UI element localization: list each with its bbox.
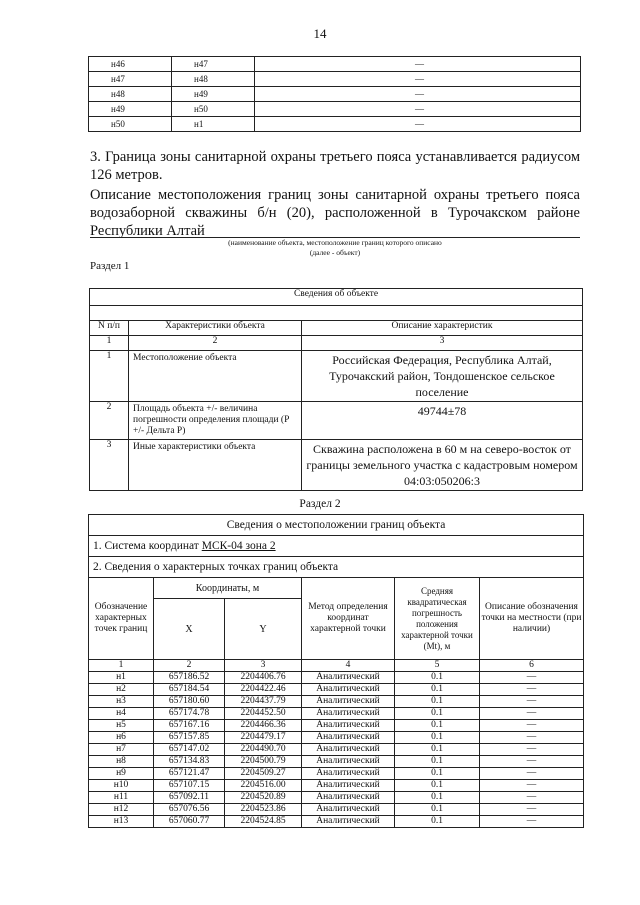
- boundary-points-table: [88, 514, 584, 828]
- part-desc: —: [255, 102, 581, 117]
- point-desc: —: [480, 816, 584, 828]
- point-x: 657060.77: [154, 816, 225, 828]
- object-name-note: (наименование объекта, местоположение границ которого описано: [228, 238, 442, 247]
- table-row: [89, 672, 584, 684]
- point-x: 657186.52: [154, 672, 225, 684]
- header-error: Средняя квадратическая погрешность положения характерной точки (Mt), м: [395, 578, 480, 660]
- point-x: 657107.15: [154, 780, 225, 792]
- part-to: н48: [172, 72, 255, 87]
- part-from: н46: [89, 57, 172, 72]
- part-desc: —: [255, 87, 581, 102]
- point-x: 657180.60: [154, 696, 225, 708]
- colnum-3: 3: [302, 336, 583, 351]
- object-name-note-2: (далее - объект): [309, 248, 361, 257]
- point-method: Аналитический: [302, 768, 395, 780]
- point-name: н6: [89, 732, 154, 744]
- table-row: [89, 816, 584, 828]
- point-x: 657121.47: [154, 768, 225, 780]
- point-desc: —: [480, 696, 584, 708]
- point-y: 2204479.17: [225, 732, 302, 744]
- part-to: н47: [172, 57, 255, 72]
- part-from: н49: [89, 102, 172, 117]
- point-error: 0.1: [395, 744, 480, 756]
- row1-characteristic: Местоположение объекта: [129, 351, 302, 402]
- colnum-6: 6: [480, 660, 584, 672]
- top-table-body: [89, 57, 581, 132]
- point-error: 0.1: [395, 720, 480, 732]
- table-row: [89, 684, 584, 696]
- table-row: [89, 768, 584, 780]
- section2-title: Раздел 2: [299, 498, 341, 510]
- row3-n: 3: [90, 440, 129, 491]
- point-x: 657184.54: [154, 684, 225, 696]
- point-name: н2: [89, 684, 154, 696]
- section1-title: Раздел 1: [90, 260, 130, 272]
- point-name: н3: [89, 696, 154, 708]
- point-method: Аналитический: [302, 780, 395, 792]
- point-method: Аналитический: [302, 696, 395, 708]
- row2-n: 2: [90, 402, 129, 440]
- point-y: 2204422.46: [225, 684, 302, 696]
- table-row: [89, 780, 584, 792]
- point-y: 2204500.79: [225, 756, 302, 768]
- table-row: [89, 708, 584, 720]
- point-desc: —: [480, 708, 584, 720]
- point-desc: —: [480, 732, 584, 744]
- part-to: н1: [172, 117, 255, 132]
- colnum-3: 3: [225, 660, 302, 672]
- point-x: 657076.56: [154, 804, 225, 816]
- part-from: н48: [89, 87, 172, 102]
- header-coords: Координаты, м: [154, 578, 302, 599]
- object-info-table: [89, 288, 583, 491]
- point-error: 0.1: [395, 816, 480, 828]
- header-description: Описание характеристик: [302, 321, 583, 336]
- part-to: н49: [172, 87, 255, 102]
- point-error: 0.1: [395, 708, 480, 720]
- point-y: 2204524.85: [225, 816, 302, 828]
- point-desc: —: [480, 792, 584, 804]
- point-method: Аналитический: [302, 732, 395, 744]
- part-from: н50: [89, 117, 172, 132]
- object-info-table-title: Сведения об объекте: [90, 289, 583, 306]
- point-desc: —: [480, 720, 584, 732]
- point-desc: —: [480, 744, 584, 756]
- table-row: [89, 696, 584, 708]
- point-method: Аналитический: [302, 720, 395, 732]
- boundary-table-title: Сведения о местоположении границ объекта: [89, 515, 584, 536]
- part-desc: —: [255, 117, 581, 132]
- point-y: 2204452.50: [225, 708, 302, 720]
- table-row: [89, 72, 581, 87]
- boundary-parts-table-continued: [88, 56, 581, 132]
- paragraph-description-title: Описание местоположения границ зоны санитарной охраны третьего пояса водозаборной скважины б/н (20), расположенной в Турочакском районе Республики Алтай: [90, 187, 580, 239]
- point-method: Аналитический: [302, 756, 395, 768]
- page-number: 14: [313, 26, 327, 41]
- row3-description: Скважина расположена в 60 м на северо-восток от границы земельного участка с кадастровым номером 04:03:050206:3: [302, 440, 583, 491]
- point-y: 2204437.79: [225, 696, 302, 708]
- point-desc: —: [480, 684, 584, 696]
- point-y: 2204466.36: [225, 720, 302, 732]
- header-desc: Описание обозначения точки на местности (при наличии): [480, 578, 584, 660]
- header-y: Y: [225, 599, 302, 660]
- row2-characteristic: Площадь объекта +/- величина погрешности определения площади (Р +/- Дельта Р): [129, 402, 302, 440]
- coord-system-name: МСК-04 зона 2: [201, 540, 276, 552]
- table-row: [89, 87, 581, 102]
- table-row: [89, 102, 581, 117]
- colnum-2: 2: [154, 660, 225, 672]
- point-name: н7: [89, 744, 154, 756]
- point-name: н9: [89, 768, 154, 780]
- coord-system-prefix: 1. Система координат: [93, 540, 202, 552]
- point-name: н5: [89, 720, 154, 732]
- point-method: Аналитический: [302, 672, 395, 684]
- table-row: [89, 720, 584, 732]
- point-x: 657157.85: [154, 732, 225, 744]
- point-method: Аналитический: [302, 684, 395, 696]
- point-y: 2204520.89: [225, 792, 302, 804]
- point-desc: —: [480, 780, 584, 792]
- point-error: 0.1: [395, 804, 480, 816]
- table-row: [89, 756, 584, 768]
- point-y: 2204523.86: [225, 804, 302, 816]
- points-body: [89, 672, 584, 828]
- table-row: [89, 117, 581, 132]
- point-y: 2204509.27: [225, 768, 302, 780]
- table-row: [89, 57, 581, 72]
- point-name: н13: [89, 816, 154, 828]
- point-error: 0.1: [395, 672, 480, 684]
- point-error: 0.1: [395, 768, 480, 780]
- point-y: 2204406.76: [225, 672, 302, 684]
- point-name: н4: [89, 708, 154, 720]
- table-row: [89, 792, 584, 804]
- point-x: 657174.78: [154, 708, 225, 720]
- point-name: н10: [89, 780, 154, 792]
- table-row: [89, 744, 584, 756]
- point-y: 2204516.00: [225, 780, 302, 792]
- part-from: н47: [89, 72, 172, 87]
- point-x: 657167.16: [154, 720, 225, 732]
- point-x: 657147.02: [154, 744, 225, 756]
- point-name: н12: [89, 804, 154, 816]
- point-desc: —: [480, 768, 584, 780]
- point-method: Аналитический: [302, 744, 395, 756]
- row2-description: 49744±78: [302, 402, 583, 440]
- point-x: 657134.83: [154, 756, 225, 768]
- table-row: [89, 732, 584, 744]
- point-method: Аналитический: [302, 804, 395, 816]
- coord-system-row: [89, 536, 584, 557]
- point-error: 0.1: [395, 732, 480, 744]
- point-desc: —: [480, 756, 584, 768]
- header-n: N п/п: [90, 321, 129, 336]
- colnum-1: 1: [90, 336, 129, 351]
- paragraph-third-zone-radius: 3. Граница зоны санитарной охраны третьего пояса устанавливается радиусом 126 метров.: [90, 149, 580, 183]
- point-name: н8: [89, 756, 154, 768]
- point-method: Аналитический: [302, 708, 395, 720]
- points-title-row: 2. Сведения о характерных точках границ объекта: [89, 557, 584, 578]
- table-row: [89, 804, 584, 816]
- header-characteristic: Характеристики объекта: [129, 321, 302, 336]
- row3-characteristic: Иные характеристики объекта: [129, 440, 302, 491]
- colnum-4: 4: [302, 660, 395, 672]
- point-desc: —: [480, 804, 584, 816]
- point-name: н1: [89, 672, 154, 684]
- part-desc: —: [255, 72, 581, 87]
- part-to: н50: [172, 102, 255, 117]
- colnum-1: 1: [89, 660, 154, 672]
- row1-n: 1: [90, 351, 129, 402]
- point-error: 0.1: [395, 696, 480, 708]
- point-error: 0.1: [395, 780, 480, 792]
- point-error: 0.1: [395, 792, 480, 804]
- header-x: X: [154, 599, 225, 660]
- point-desc: —: [480, 672, 584, 684]
- point-x: 657092.11: [154, 792, 225, 804]
- point-name: н11: [89, 792, 154, 804]
- point-y: 2204490.70: [225, 744, 302, 756]
- colnum-5: 5: [395, 660, 480, 672]
- colnum-2: 2: [129, 336, 302, 351]
- header-point: Обозначение характерных точек границ: [89, 578, 154, 660]
- spacer-row: [90, 306, 583, 321]
- row1-description: Российская Федерация, Республика Алтай, Турочакский район, Тондошенское сельское поселение: [302, 351, 583, 402]
- point-method: Аналитический: [302, 816, 395, 828]
- part-desc: —: [255, 57, 581, 72]
- header-method: Метод определения координат характерной точки: [302, 578, 395, 660]
- point-method: Аналитический: [302, 792, 395, 804]
- point-error: 0.1: [395, 684, 480, 696]
- point-error: 0.1: [395, 756, 480, 768]
